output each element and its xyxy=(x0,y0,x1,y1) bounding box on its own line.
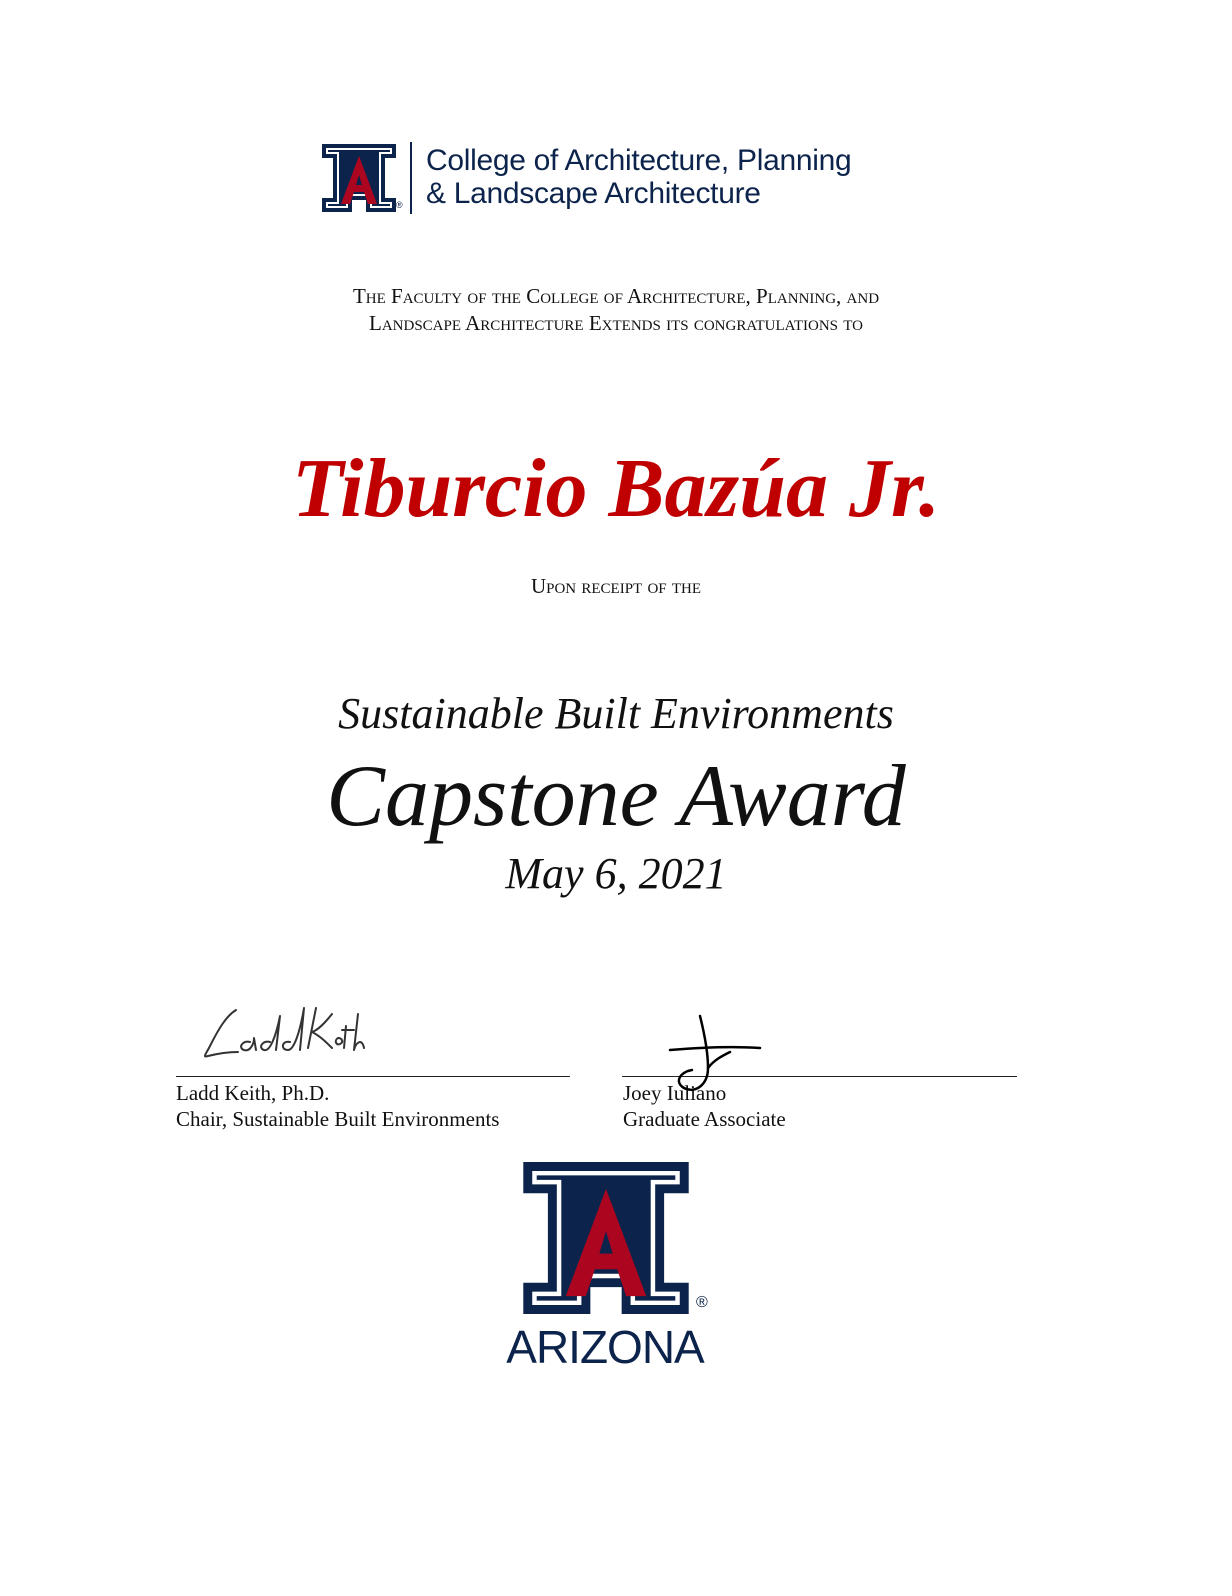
college-name-line-1: College of Architecture, Planning xyxy=(426,144,852,177)
intro-line-1: The Faculty of the College of Architecture, Planning, and xyxy=(352,284,880,308)
award-title: Capstone Award xyxy=(326,748,906,845)
signature-joey-iuliano xyxy=(650,1012,770,1108)
arizona-wordmark: ARIZONA xyxy=(506,1321,704,1373)
signer-right-title: Graduate Associate xyxy=(623,1107,786,1131)
upon-receipt-text: Upon receipt of the xyxy=(530,574,702,598)
signer-right-name: Joey Iuliano xyxy=(623,1081,727,1105)
signature-line-left xyxy=(176,1076,570,1077)
registered-mark: ® xyxy=(396,200,403,210)
arizona-logo xyxy=(490,1160,730,1376)
college-name-line-2: & Landscape Architecture xyxy=(426,177,761,210)
program-name: Sustainable Built Environments xyxy=(338,689,894,738)
intro-line-2: Landscape Architecture Extends its congratulations to xyxy=(369,311,863,335)
arizona-a-icon xyxy=(322,144,396,212)
college-logo xyxy=(322,140,902,220)
signer-left-title: Chair, Sustainable Built Environments xyxy=(176,1107,500,1131)
arizona-a-icon xyxy=(522,1162,690,1314)
signature-ladd-keith xyxy=(196,996,366,1066)
award-date: May 6, 2021 xyxy=(505,849,727,898)
logo-divider xyxy=(410,142,412,214)
registered-mark: ® xyxy=(696,1294,708,1311)
signer-left-name: Ladd Keith, Ph.D. xyxy=(176,1081,330,1105)
recipient-name: Tiburcio Bazúa Jr. xyxy=(291,442,941,535)
